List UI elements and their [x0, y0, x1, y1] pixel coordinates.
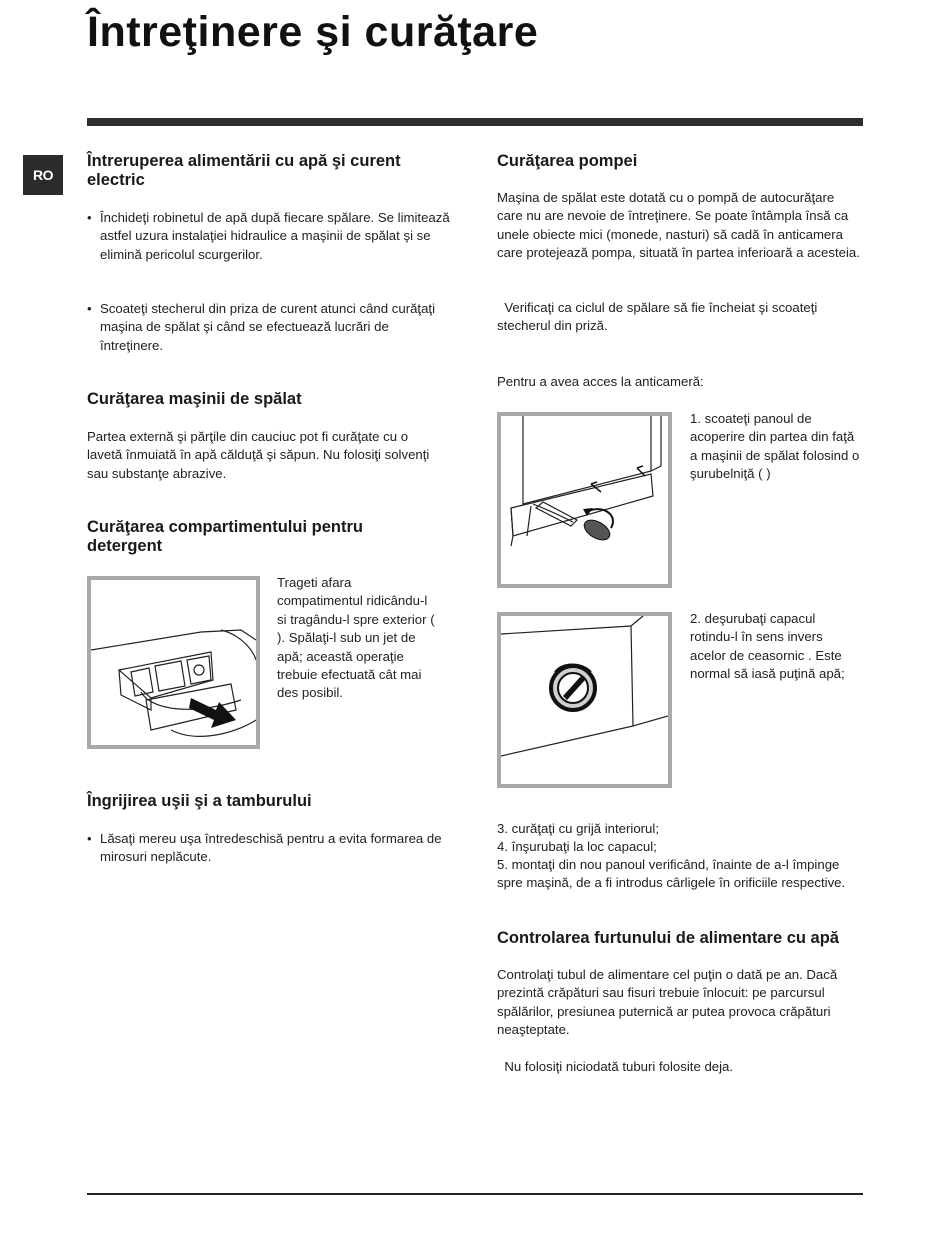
page-title: Întreţinere şi curăţare [87, 8, 539, 56]
bottom-divider [87, 1193, 863, 1195]
panel-removal-illustration [497, 412, 672, 588]
text-step-2: 2. deşurubaţi capacul rotindu-l în sens invers acelor de ceasornic . Este normal să iasă puţină apă; [690, 611, 845, 682]
bullet-text: Închideţi robinetul de apă după fiecare spălare. Se limitează astfel uzura instalaţiei hidraulice a maşinii de spălat şi se elimină pericolul scurgerilor. [100, 210, 450, 262]
text-pump-intro: Maşina de spălat este dotată cu o pompă de autocurăţare care nu are nevoie de întreţinere. Se poate întâmpla însă ca unele obiecte mici (monede, nasturi) să cadă în anticamera care protejează pompa, situată în partea inferioară a acesteia. [497, 190, 860, 261]
detergent-drawer-drawing [91, 580, 256, 745]
top-divider [87, 118, 863, 126]
text-step-1: 1. scoateţi panoul de acoperire din partea din faţă a maşinii de spălat folosind o şurubelniţă ( ) [690, 411, 860, 482]
text-hose-check: Controlaţi tubul de alimentare cel puţin o dată pe an. Dacă prezintă crăpături sau fisuri trebuie înlocuit: pe parcursul spălărilor, presiunea puternică ar putea provoca crăpături neaşteptate. [497, 967, 838, 1038]
text-step-4: 4. înşurubaţi la loc capacul; [497, 839, 657, 854]
text-access-chamber: Pentru a avea acces la anticameră: [497, 374, 704, 389]
bullet-text: Lăsaţi mereu uşa întredeschisă pentru a evita formarea de mirosuri neplăcute. [100, 831, 442, 865]
panel-removal-drawing [501, 416, 668, 584]
bullet-icon: • [87, 210, 92, 225]
language-tab: RO [23, 155, 63, 195]
text-step-5: 5. montaţi din nou panoul verificând, înainte de a-l împinge spre maşină, de a fi introdus cârligele în orificiile respective. [497, 857, 846, 891]
cap-unscrew-illustration [497, 612, 672, 788]
text-hose-warning: Nu folosiţi niciodată tuburi folosite deja. [497, 1059, 734, 1074]
heading-cleaning-machine: Curăţarea maşinii de spălat [87, 390, 302, 408]
heading-water-power: Întreruperea alimentării cu apă şi curent electric [87, 152, 401, 189]
bullet-icon: • [87, 831, 92, 846]
bullet-icon: • [87, 301, 92, 316]
heading-door-drum: Îngrijirea uşii şi a tamburului [87, 792, 312, 810]
heading-hose-check: Controlarea furtunului de alimentare cu apă [497, 929, 839, 947]
bullet-text: Scoateţi stecherul din priza de curent atunci când curăţaţi maşina de spălat şi când se efectuează lucrări de întreţinere. [100, 301, 436, 353]
text-detergent-drawer: Trageti afara compatimentul ridicându-l si tragându-l spre exterior ( ). Spălaţi-l sub un jet de apă; această operaţie trebuie efectuată cât mai des posibil. [277, 575, 435, 701]
detergent-drawer-illustration [87, 576, 260, 749]
bullet-door-ajar [87, 830, 445, 867]
text-pump-warning: Verificaţi ca ciclul de spălare să fie încheiat şi scoateţi stecherul din priză. [497, 300, 821, 334]
bullet-close-tap [87, 209, 450, 264]
heading-pump-cleaning: Curăţarea pompei [497, 152, 638, 170]
heading-detergent-drawer: Curăţarea compartimentului pentru detergent [87, 518, 363, 555]
bullet-unplug [87, 300, 450, 355]
cap-unscrew-drawing [501, 616, 668, 784]
text-step-3: 3. curăţaţi cu grijă interiorul; [497, 821, 659, 836]
text-cleaning-machine: Partea externă şi părţile din cauciuc pot fi curăţate cu o lavetă înmuiată în apă călduţă şi săpun. Nu folosiţi solvenţi sau substanţe abrazive. [87, 429, 430, 481]
